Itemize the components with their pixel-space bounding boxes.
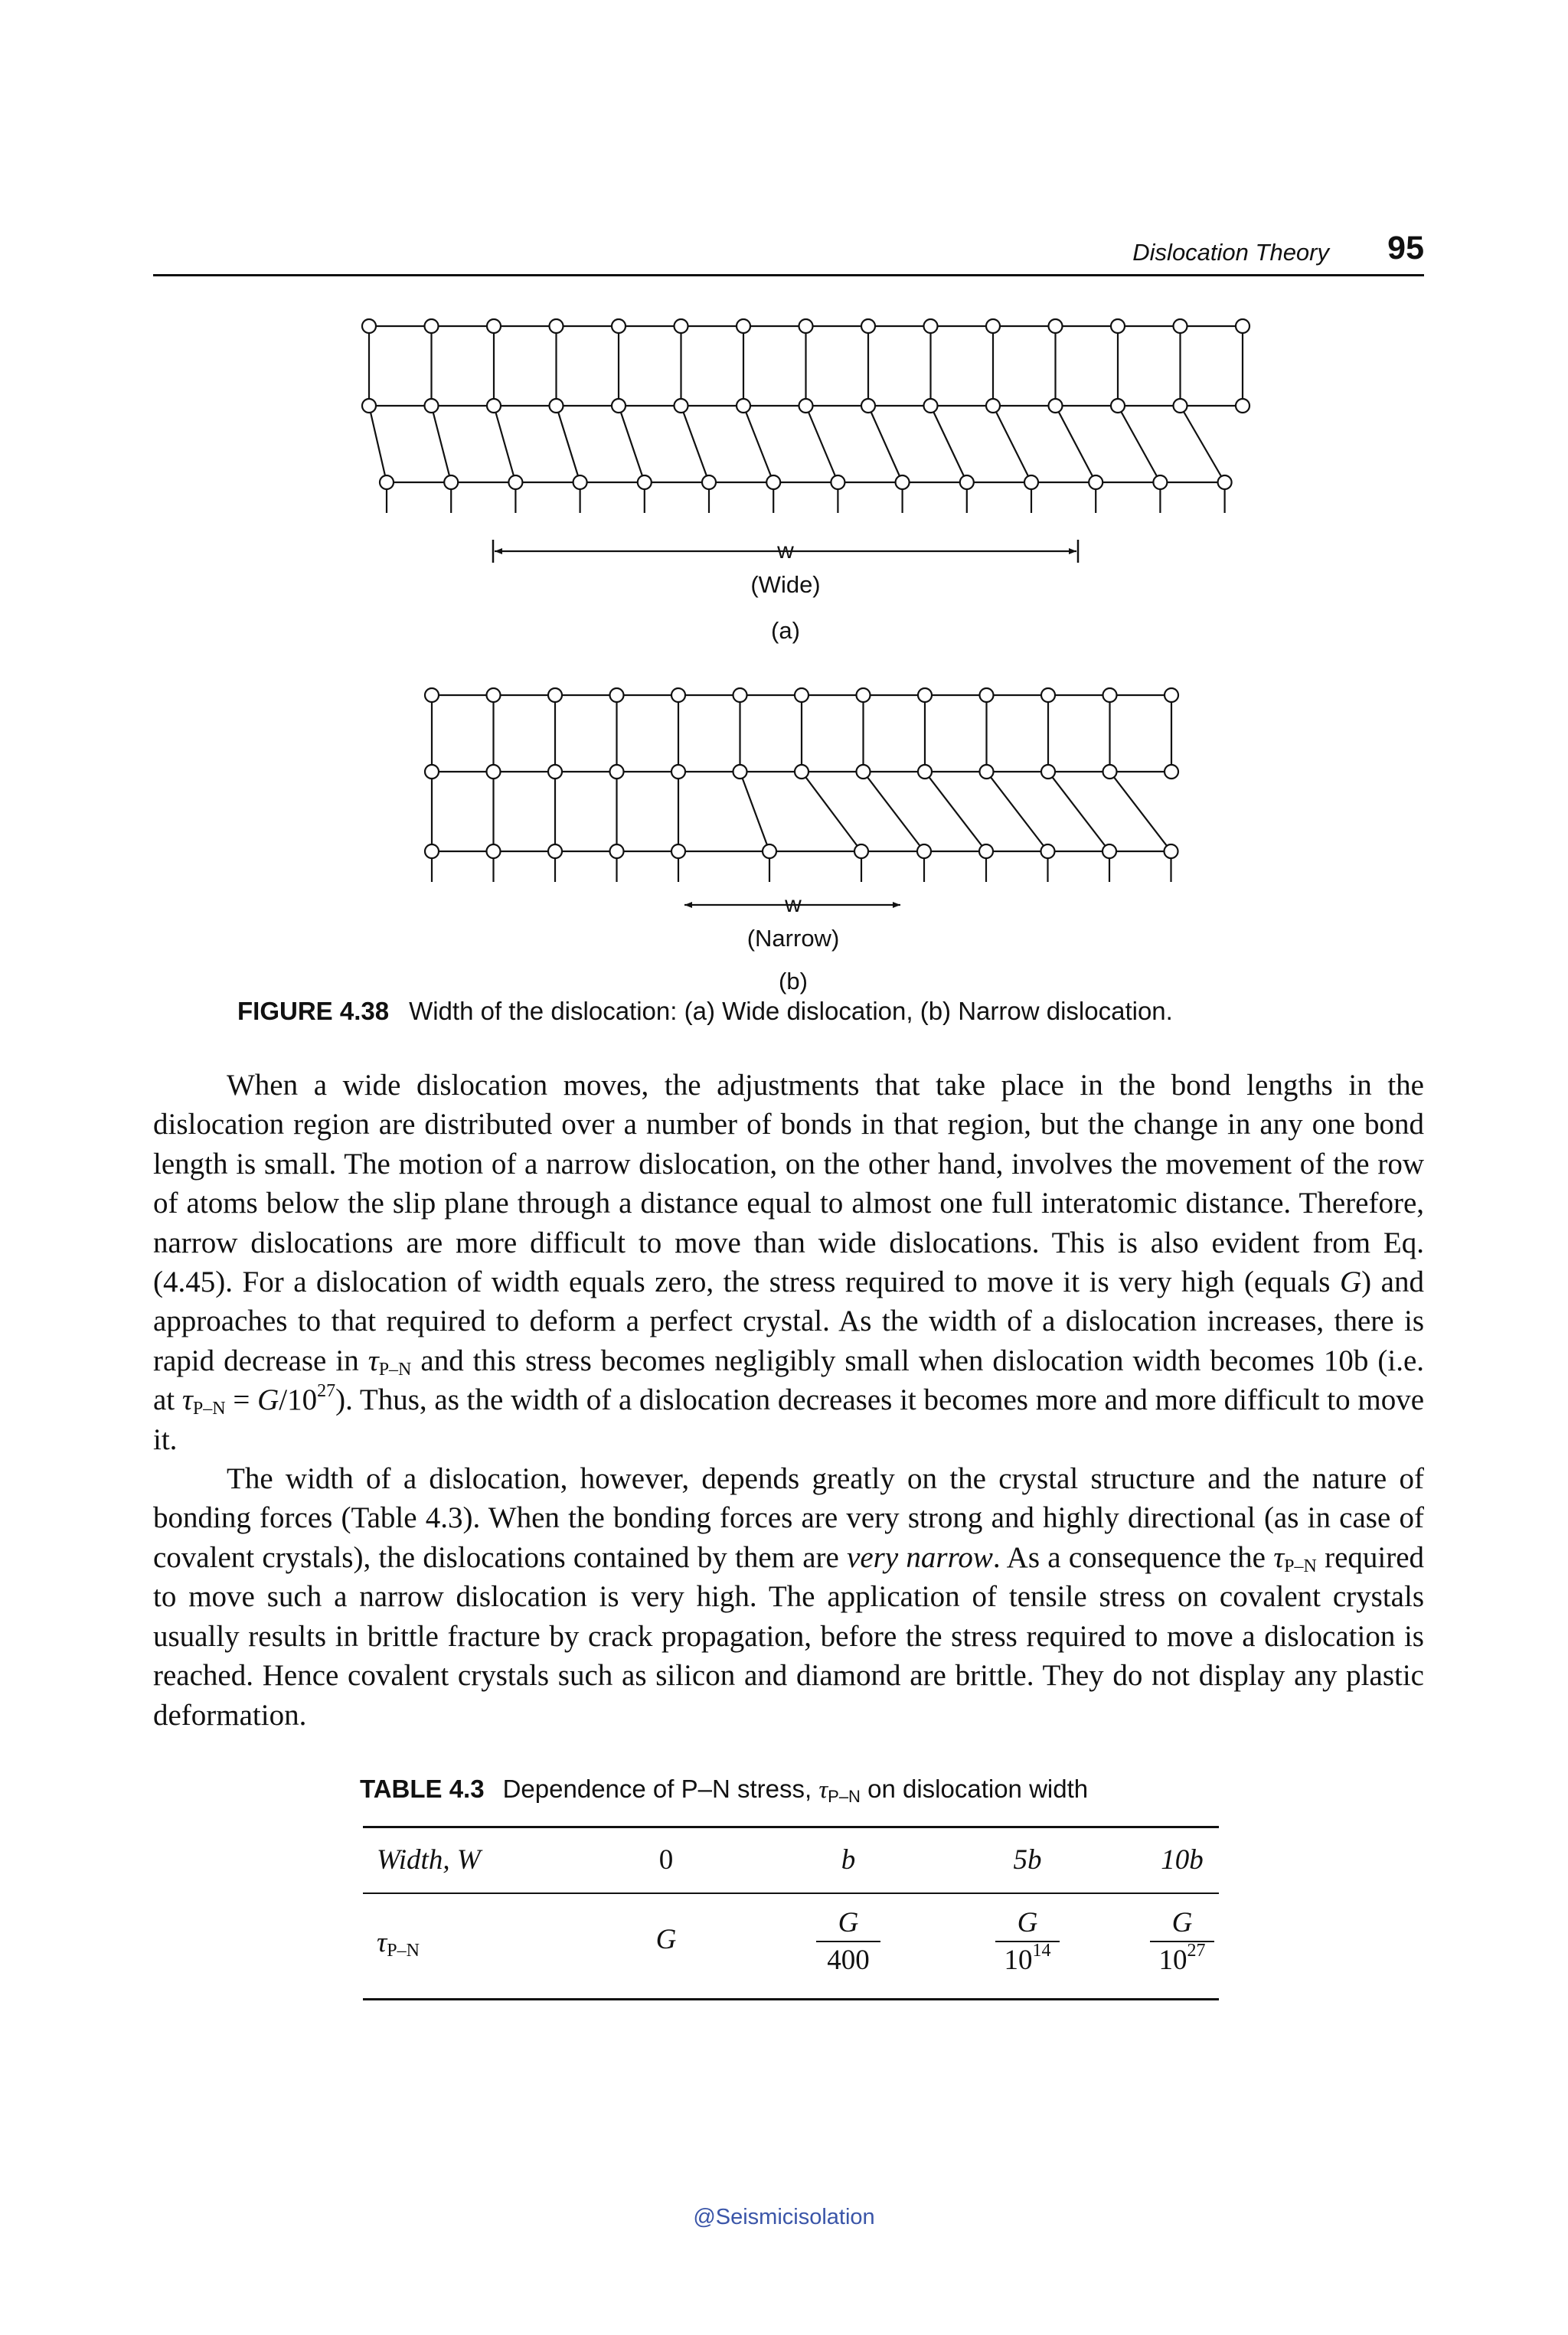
bond: [1056, 406, 1096, 482]
atom: [702, 475, 716, 489]
atom: [508, 475, 522, 489]
lattice-wide-dislocation: [362, 319, 1250, 513]
atom: [918, 765, 932, 779]
bond: [987, 772, 1048, 851]
atom: [1174, 319, 1187, 333]
table-4-3: [363, 1826, 1219, 2000]
atom: [487, 688, 501, 702]
atom: [831, 475, 844, 489]
table-caption: TABLE 4.3 Dependence of P–N stress, τP–N on dislocation width: [360, 1775, 1089, 1806]
paragraph-1: When a wide dislocation moves, the adjustments that take place in the bond lengths in the dislocation region are distributed over a number of bonds in that region, but the change in any one bond length is small. The motion of a narrow dislocation, on the other hand, involves the movement of the row of atoms below the slip plane through a distance equal to almost one full interatomic distance. Therefore, narrow dislocations are more difficult to move than wide dislocations. This is also evident from Eq. (4.45). For a dislocation of width equals zero, the stress required to move it is very high (equals G) and approaches to that required to deform a perfect crystal. As the width of a dislocation increases, there is rapid decrease in $\tau_{P-N}$ and this stress becomes negligibly small when dislocation width becomes 10b (i.e. at $\tau_{P-N} = G/10^{27}$). Thus, as the width of a dislocation decreases it becomes more and more difficult to move it.: [153, 1069, 1425, 1456]
bond: [740, 772, 770, 851]
atom: [548, 688, 562, 702]
table-fraction: $\frac{G}{10^{14}}$: [966, 1906, 1089, 1977]
atom: [1153, 475, 1167, 489]
bond: [743, 406, 773, 482]
tau-symbol: τ: [181, 1383, 193, 1417]
atom: [671, 765, 685, 779]
atom: [1111, 319, 1125, 333]
atom: [487, 844, 501, 858]
atom: [671, 844, 685, 858]
atom: [1174, 399, 1187, 413]
atom: [733, 688, 747, 702]
atom: [487, 319, 501, 333]
table-fraction: $\frac{G}{10^{27}}$: [1121, 1906, 1243, 1977]
atom: [733, 765, 747, 779]
figure-caption: [237, 997, 1173, 1026]
atom: [425, 399, 439, 413]
atom: [380, 475, 394, 489]
atom: [986, 399, 1000, 413]
atom: [924, 399, 938, 413]
bond: [931, 406, 967, 482]
table-cell: 0: [658, 1844, 674, 1876]
figure-4-38: [0, 0, 1568, 1018]
atom: [763, 844, 776, 858]
atom: [861, 319, 875, 333]
atom: [675, 319, 688, 333]
atom: [1165, 765, 1178, 779]
tau-symbol: τ: [368, 1344, 379, 1377]
atom: [444, 475, 458, 489]
atom: [795, 765, 808, 779]
bond: [1181, 406, 1225, 482]
bond: [1110, 772, 1171, 851]
atom: [610, 765, 624, 779]
atom: [1041, 765, 1055, 779]
atom: [1102, 844, 1116, 858]
atom: [1111, 399, 1125, 413]
atom: [487, 399, 501, 413]
atom: [799, 399, 813, 413]
running-title: Dislocation Theory: [1132, 239, 1329, 266]
atom: [766, 475, 780, 489]
bond: [494, 406, 515, 482]
atom: [612, 399, 626, 413]
atom: [980, 688, 994, 702]
atom: [550, 399, 564, 413]
figure-caption-number: FIGURE 4.38: [237, 997, 390, 1025]
table-row-label-tau: $\tau_{P-N}$: [377, 1927, 420, 1961]
bond: [1118, 406, 1160, 482]
bond: [557, 406, 580, 482]
bond: [868, 406, 903, 482]
atom: [548, 765, 562, 779]
atom: [1049, 319, 1063, 333]
bond: [369, 406, 387, 482]
paragraph-2: The width of a dislocation, however, depends greatly on the crystal structure and the nature of bonding forces (Table 4.3). When the bonding forces are very strong and highly directional (as in case of covalent crystals), the dislocations contained by them are very narrow. As a consequence the $\tau_{P-N}$ required to move such a narrow dislocation is very high. The application of tensile stress on covalent crystals usually results in brittle fracture by crack propagation, before the stress required to move a dislocation is reached. Hence covalent crystals such as silicon and diamond are brittle. They do not display any plastic deformation.: [153, 1462, 1425, 1732]
atom: [1236, 319, 1250, 333]
atom: [1041, 844, 1055, 858]
atom: [980, 765, 994, 779]
atom: [1049, 399, 1063, 413]
atom: [799, 319, 813, 333]
atom: [861, 399, 875, 413]
atom: [737, 399, 750, 413]
atom: [854, 844, 868, 858]
atom: [960, 475, 974, 489]
atom: [737, 319, 750, 333]
atom: [1103, 688, 1117, 702]
atom: [1041, 688, 1055, 702]
table-caption-number: TABLE 4.3: [360, 1775, 485, 1803]
atom: [1024, 475, 1038, 489]
atom: [425, 765, 439, 779]
atom: [362, 319, 376, 333]
atom: [638, 475, 652, 489]
atom: [1103, 765, 1117, 779]
atom: [896, 475, 910, 489]
bond: [681, 406, 710, 482]
atom: [573, 475, 587, 489]
atom: [548, 844, 562, 858]
bond: [1048, 772, 1109, 851]
width-label-wide: w: [777, 538, 794, 563]
atom: [795, 688, 808, 702]
atom: [425, 319, 439, 333]
table-cell: 10b: [1161, 1844, 1204, 1876]
table-row-label-width: Width, W: [377, 1844, 481, 1876]
atom: [924, 319, 938, 333]
bond: [802, 772, 861, 851]
atom: [986, 319, 1000, 333]
atom: [1089, 475, 1102, 489]
table-fraction: $\frac{G}{400}$: [787, 1906, 910, 1977]
atom: [1218, 475, 1232, 489]
atom: [918, 688, 932, 702]
bond: [806, 406, 838, 482]
atom: [671, 688, 685, 702]
part-label-b: (b): [779, 968, 808, 994]
atom: [675, 399, 688, 413]
bond: [432, 406, 452, 482]
atom: [1165, 688, 1178, 702]
atom: [857, 765, 871, 779]
table-cell: b: [841, 1844, 856, 1876]
atom: [610, 688, 624, 702]
watermark: @Seismicisolation: [693, 2205, 875, 2229]
figure-caption-text: Width of the dislocation: (a) Wide dislocation, (b) Narrow dislocation.: [409, 997, 1173, 1025]
table-rule: [363, 1892, 1219, 1894]
lattice-narrow-dislocation: [425, 688, 1178, 882]
bond: [864, 772, 925, 851]
atom: [612, 319, 626, 333]
width-label-narrow: w: [785, 892, 802, 917]
table-cell: 5b: [1013, 1844, 1042, 1876]
bond: [925, 772, 986, 851]
atom: [917, 844, 931, 858]
part-label-a: (a): [771, 617, 800, 644]
bond: [619, 406, 645, 482]
body-text: [153, 1066, 1424, 1735]
width-desc-wide: (Wide): [750, 571, 821, 598]
atom: [1236, 399, 1250, 413]
atom: [1165, 844, 1178, 858]
tau-symbol: τ: [1273, 1540, 1285, 1574]
width-desc-narrow: (Narrow): [746, 925, 840, 952]
atom: [362, 399, 376, 413]
atom: [425, 688, 439, 702]
bond: [993, 406, 1031, 482]
table-cell: G: [655, 1924, 677, 1955]
atom: [857, 688, 871, 702]
atom: [425, 844, 439, 858]
atom: [610, 844, 624, 858]
atom: [487, 765, 501, 779]
atom: [550, 319, 564, 333]
page-number: 95: [1387, 230, 1424, 266]
atom: [979, 844, 993, 858]
